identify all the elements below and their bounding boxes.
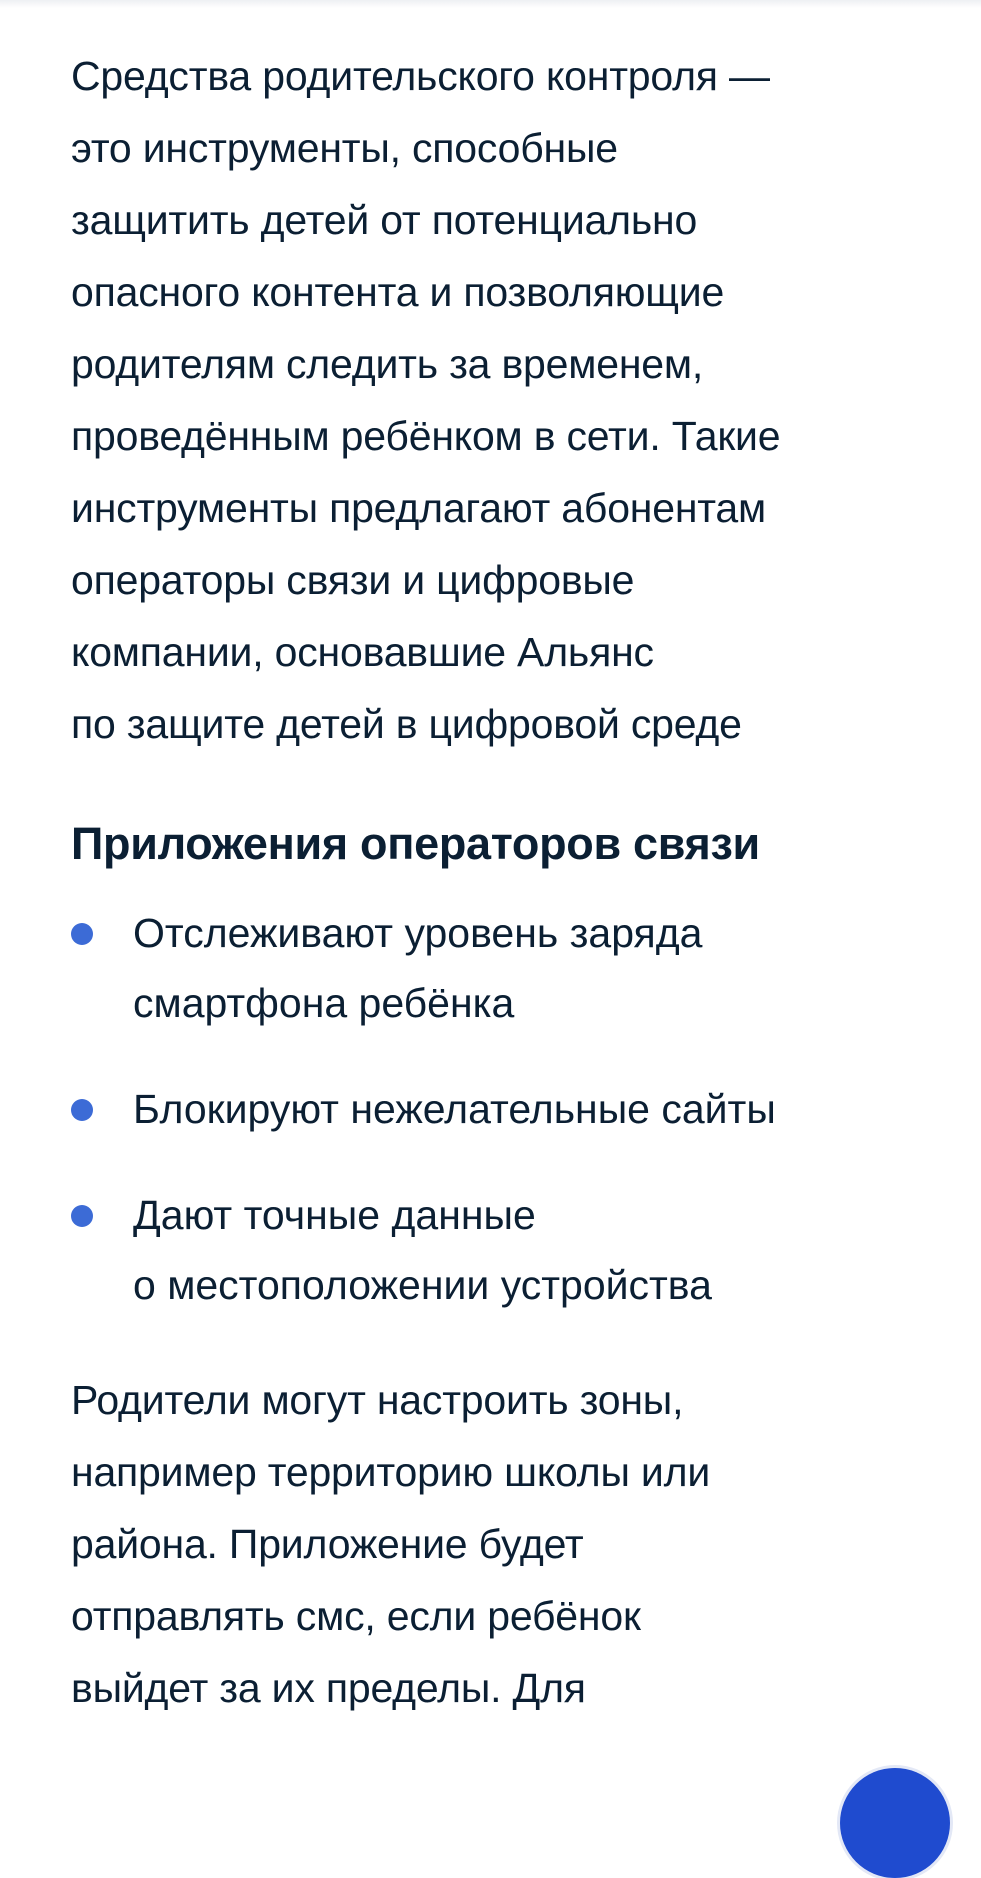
intro-line: это инструменты, способные [71,125,618,171]
features-list [71,898,951,1320]
bullet-dot-icon [71,923,93,945]
outro-line: Родители могут настроить зоны, [71,1377,684,1423]
list-item-text: смартфона ребёнка [133,980,515,1026]
outro-line: например территорию школы или [71,1449,711,1495]
list-item-text: Блокируют нежелательные сайты [133,1086,776,1132]
intro-line: родителям следить за временем, [71,341,704,387]
list-item-text: Отслеживают уровень заряда [133,910,703,956]
top-edge-shadow [0,0,981,8]
article-content [71,40,951,1724]
intro-line: опасного контента и позволяющие [71,269,725,315]
bullet-dot-icon [71,1099,93,1121]
outro-paragraph [71,1364,951,1724]
intro-paragraph [71,40,951,760]
intro-line: инструменты предлагают абонентам [71,485,766,531]
bullet-dot-icon [71,1205,93,1227]
section-heading: Приложения операторов связи [71,818,760,869]
scroll-up-button[interactable] [840,1768,950,1878]
outro-line: выйдет за их пределы. Для [71,1665,586,1711]
intro-line: компании, основавшие Альянс [71,629,654,675]
list-item-text: о местоположении устройства [133,1262,712,1308]
outro-line: района. Приложение будет [71,1521,584,1567]
list-item [71,898,951,1038]
intro-line: защитить детей от потенциально [71,197,698,243]
intro-line: Средства родительского контроля — [71,53,770,99]
intro-line: проведённым ребёнком в сети. Такие [71,413,781,459]
list-item [71,1180,951,1320]
outro-line: отправлять смс, если ребёнок [71,1593,641,1639]
list-item [71,1074,951,1144]
intro-line: операторы связи и цифровые [71,557,635,603]
list-item-text: Дают точные данные [133,1192,536,1238]
intro-line: по защите детей в цифровой среде [71,701,742,747]
